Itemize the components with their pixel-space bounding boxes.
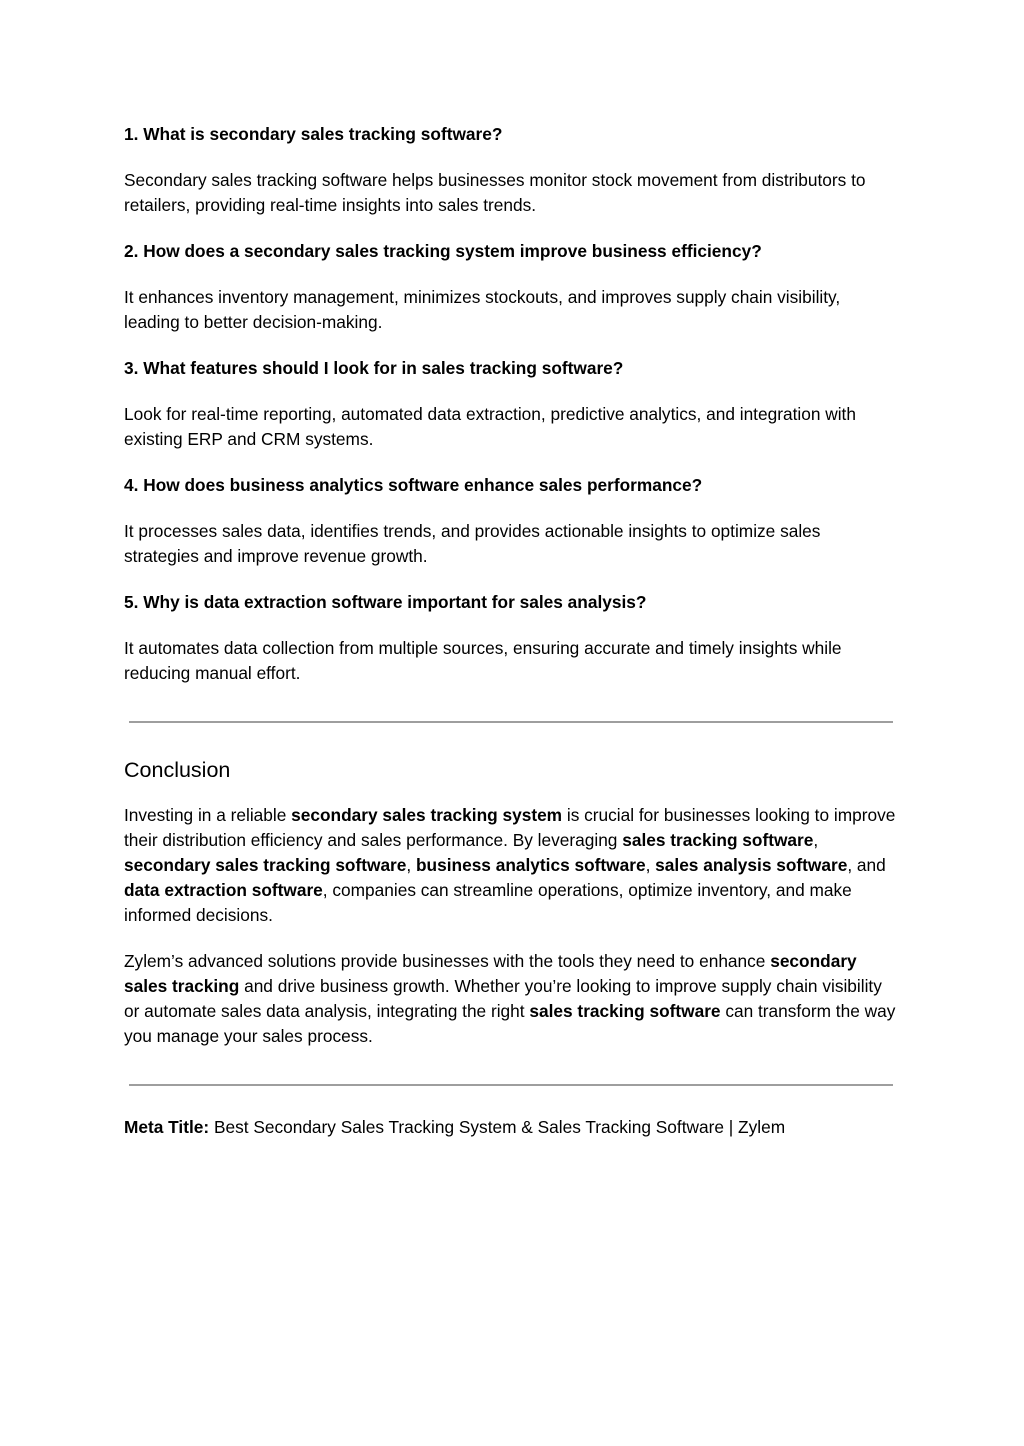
- faq-item-2: [124, 239, 900, 335]
- bold-keyword: secondary sales tracking system: [291, 805, 563, 825]
- text-run: ,: [406, 855, 416, 875]
- conclusion-heading: Conclusion: [124, 758, 231, 782]
- bold-keyword: data extraction software: [124, 880, 323, 900]
- text-run: , and: [847, 855, 886, 875]
- conclusion-paragraph-2: [124, 949, 900, 1049]
- faq-question: 4. How does business analytics software enhance sales performance?: [124, 475, 703, 495]
- text-run: Zylem’s advanced solutions provide businesses with the tools they need to enhance: [124, 951, 771, 971]
- section-divider: [129, 1084, 893, 1086]
- faq-answer: It automates data collection from multiple sources, ensuring accurate and timely insights while reducing manual effort.: [124, 638, 842, 683]
- faq-answer: It enhances inventory management, minimizes stockouts, and improves supply chain visibility, leading to better decision-making.: [124, 287, 841, 332]
- text-run: ,: [645, 855, 656, 875]
- meta-title: [124, 1115, 900, 1140]
- bold-keyword: secondary sales tracking: [124, 951, 857, 996]
- text-run: Investing in a reliable: [124, 805, 292, 825]
- text-run: is crucial for businesses looking to improve their distribution efficiency and sales performance. By leveraging: [124, 805, 896, 850]
- text-run: ,: [813, 830, 819, 850]
- faq-answer: Secondary sales tracking software helps businesses monitor stock movement from distributors to retailers, providing real-time insights into sales trends.: [124, 170, 866, 215]
- bold-keyword: sales analysis software: [655, 855, 848, 875]
- faq-item-5: [124, 590, 900, 686]
- bold-keyword: sales tracking software: [622, 830, 814, 850]
- text-run: can transform the way you manage your sales process.: [124, 1001, 896, 1046]
- faq-answer: It processes sales data, identifies trends, and provides actionable insights to optimize sales strategies and improve revenue growth.: [124, 521, 821, 566]
- meta-title-label: Meta Title:: [124, 1117, 210, 1137]
- bold-keyword: sales tracking software: [529, 1001, 721, 1021]
- faq-item-4: [124, 473, 900, 569]
- bold-keyword: business analytics software: [416, 855, 646, 875]
- faq-answer: Look for real-time reporting, automated data extraction, predictive analytics, and integration with existing ERP and CRM systems.: [124, 404, 856, 449]
- document-content: [124, 122, 900, 1157]
- faq-item-1: [124, 122, 900, 218]
- faq-question: 3. What features should I look for in sales tracking software?: [124, 358, 624, 378]
- text-run: , companies can streamline operations, optimize inventory, and make informed decisions.: [124, 880, 852, 925]
- faq-question: 1. What is secondary sales tracking software?: [124, 124, 503, 144]
- faq-question: 2. How does a secondary sales tracking system improve business efficiency?: [124, 241, 762, 261]
- section-divider: [129, 721, 893, 723]
- meta-title-value: Best Secondary Sales Tracking System & Sales Tracking Software | Zylem: [209, 1117, 786, 1137]
- conclusion-paragraph-1: [124, 803, 900, 928]
- faq-item-3: [124, 356, 900, 452]
- faq-question: 5. Why is data extraction software important for sales analysis?: [124, 592, 647, 612]
- bold-keyword: secondary sales tracking software: [124, 855, 407, 875]
- text-run: and drive business growth. Whether you’re looking to improve supply chain visibility or automate sales data analysis, integrating the right: [124, 976, 882, 1021]
